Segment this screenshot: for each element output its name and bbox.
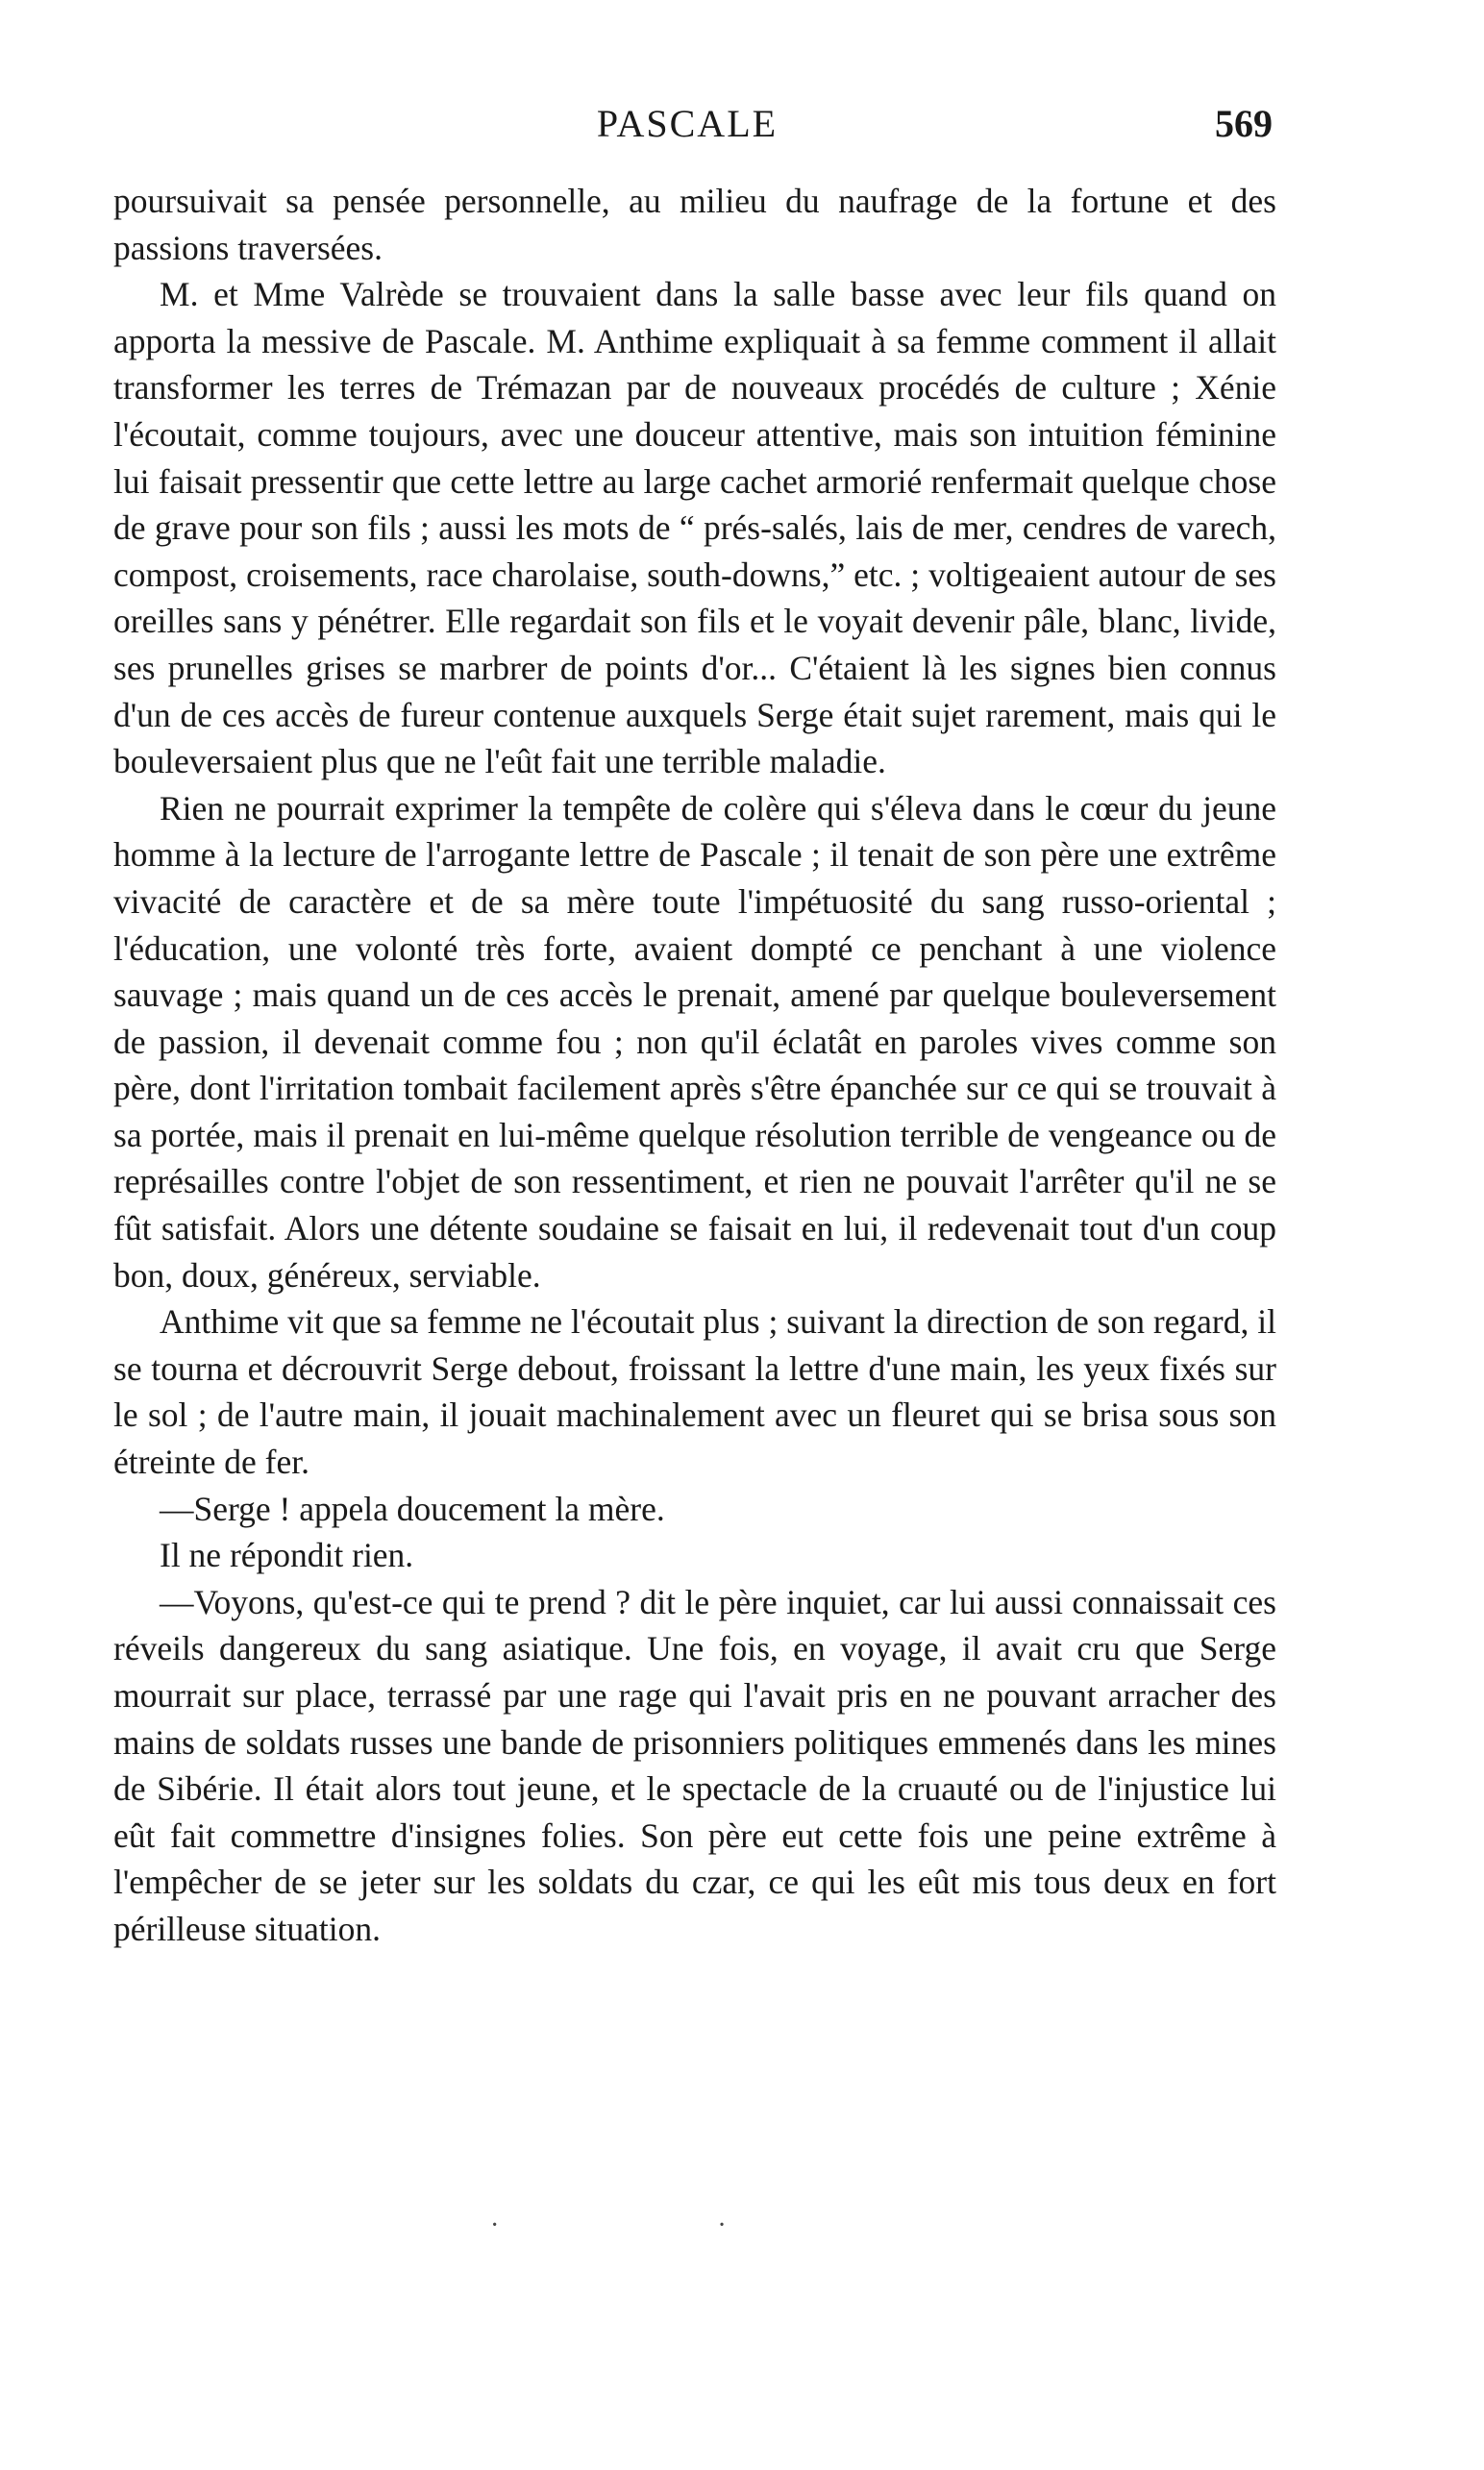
paragraph: —Voyons, qu'est-ce qui te prend ? dit le père inquiet, car lui aussi connaissait ces réveils dangereux du sang asiatique. Une fois, en voyage, il avait cru que Serge mourrait sur place, terrassé par une rage qui l'avait pris en ne pouvant arracher des mains de soldats russes une bande de prisonniers politiques emmenés dans les mines de Sibérie. Il était alors tout jeune, et le spectacle de la cruauté ou de l'injustice lui eût fait commettre d'insignes folies. Son père eut cette fois une peine extrême à l'empêcher de se jeter sur les soldats du czar, ce qui les eût mis tous deux en fort périlleuse situation. [113, 1582, 1276, 1948]
paragraph: —Serge ! appela doucement la mère. [160, 1489, 665, 1528]
body-text [113, 178, 1276, 1953]
running-title: PASCALE [596, 102, 779, 145]
paragraph: M. et Mme Valrède se trouvaient dans la salle basse avec leur fils quand on apporta la messive de Pascale. M. Anthime expliquait à sa femme comment il allait transformer les terres de Trémazan par de nouveaux procédés de culture ; Xénie l'écoutait, comme toujours, avec une douceur attentive, mais son intuition féminine lui faisait pressentir que cette lettre au large cachet armorié renfermait quelque chose de grave pour son fils ; aussi les mots de “ prés-salés, lais de mer, cendres de varech, compost, croisements, race charolaise, south-downs,” etc. ; voltigeaient autour de ses oreilles sans y pénétrer. Elle regardait son fils et le voyait devenir pâle, blanc, livide, ses prunelles grises se marbrer de points d'or... C'étaient là les signes bien connus d'un de ces accès de fureur contenue auxquels Serge était sujet rarement, mais qui le bouleversaient plus que ne l'eût fait une terrible maladie. [113, 275, 1276, 781]
paragraph: Il ne répondit rien. [160, 1536, 414, 1575]
page-number: 569 [1215, 102, 1273, 145]
paragraph: poursuivait sa pensée personnelle, au milieu du naufrage de la fortune et des passions traversées. [113, 182, 1276, 267]
page-marks: · · [490, 2211, 832, 2240]
page-header [0, 101, 1484, 159]
paragraph: Rien ne pourrait exprimer la tempête de colère qui s'éleva dans le cœur du jeune homme à la lecture de l'arrogante lettre de Pascale ; il tenait de son père une extrême vivacité de caractère et de sa mère toute l'impétuosité du sang russo-oriental ; l'éducation, une volonté très forte, avaient dompté ce penchant à une violence sauvage ; mais quand un de ces accès le prenait, amené par quelque bouleversement de passion, il devenait comme fou ; non qu'il éclatât en paroles vives comme son père, dont l'irritation tombait facilement après s'être épanchée sur ce qui se trouvait à sa portée, mais il prenait en lui-même quelque résolution terrible de vengeance ou de représailles contre l'objet de son ressentiment, et rien ne pouvait l'arrêter qu'il ne se fût satisfait. Alors une détente soudaine se faisait en lui, il redevenait tout d'un coup bon, doux, généreux, serviable. [113, 788, 1276, 1295]
paragraph: Anthime vit que sa femme ne l'écoutait plus ; suivant la direction de son regard, il se tourna et décrouvrit Serge debout, froissant la lettre d'une main, les yeux fixés sur le sol ; de l'autre main, il jouait machinalement avec un fleuret qui se brisa sous son étreinte de fer. [113, 1302, 1276, 1482]
